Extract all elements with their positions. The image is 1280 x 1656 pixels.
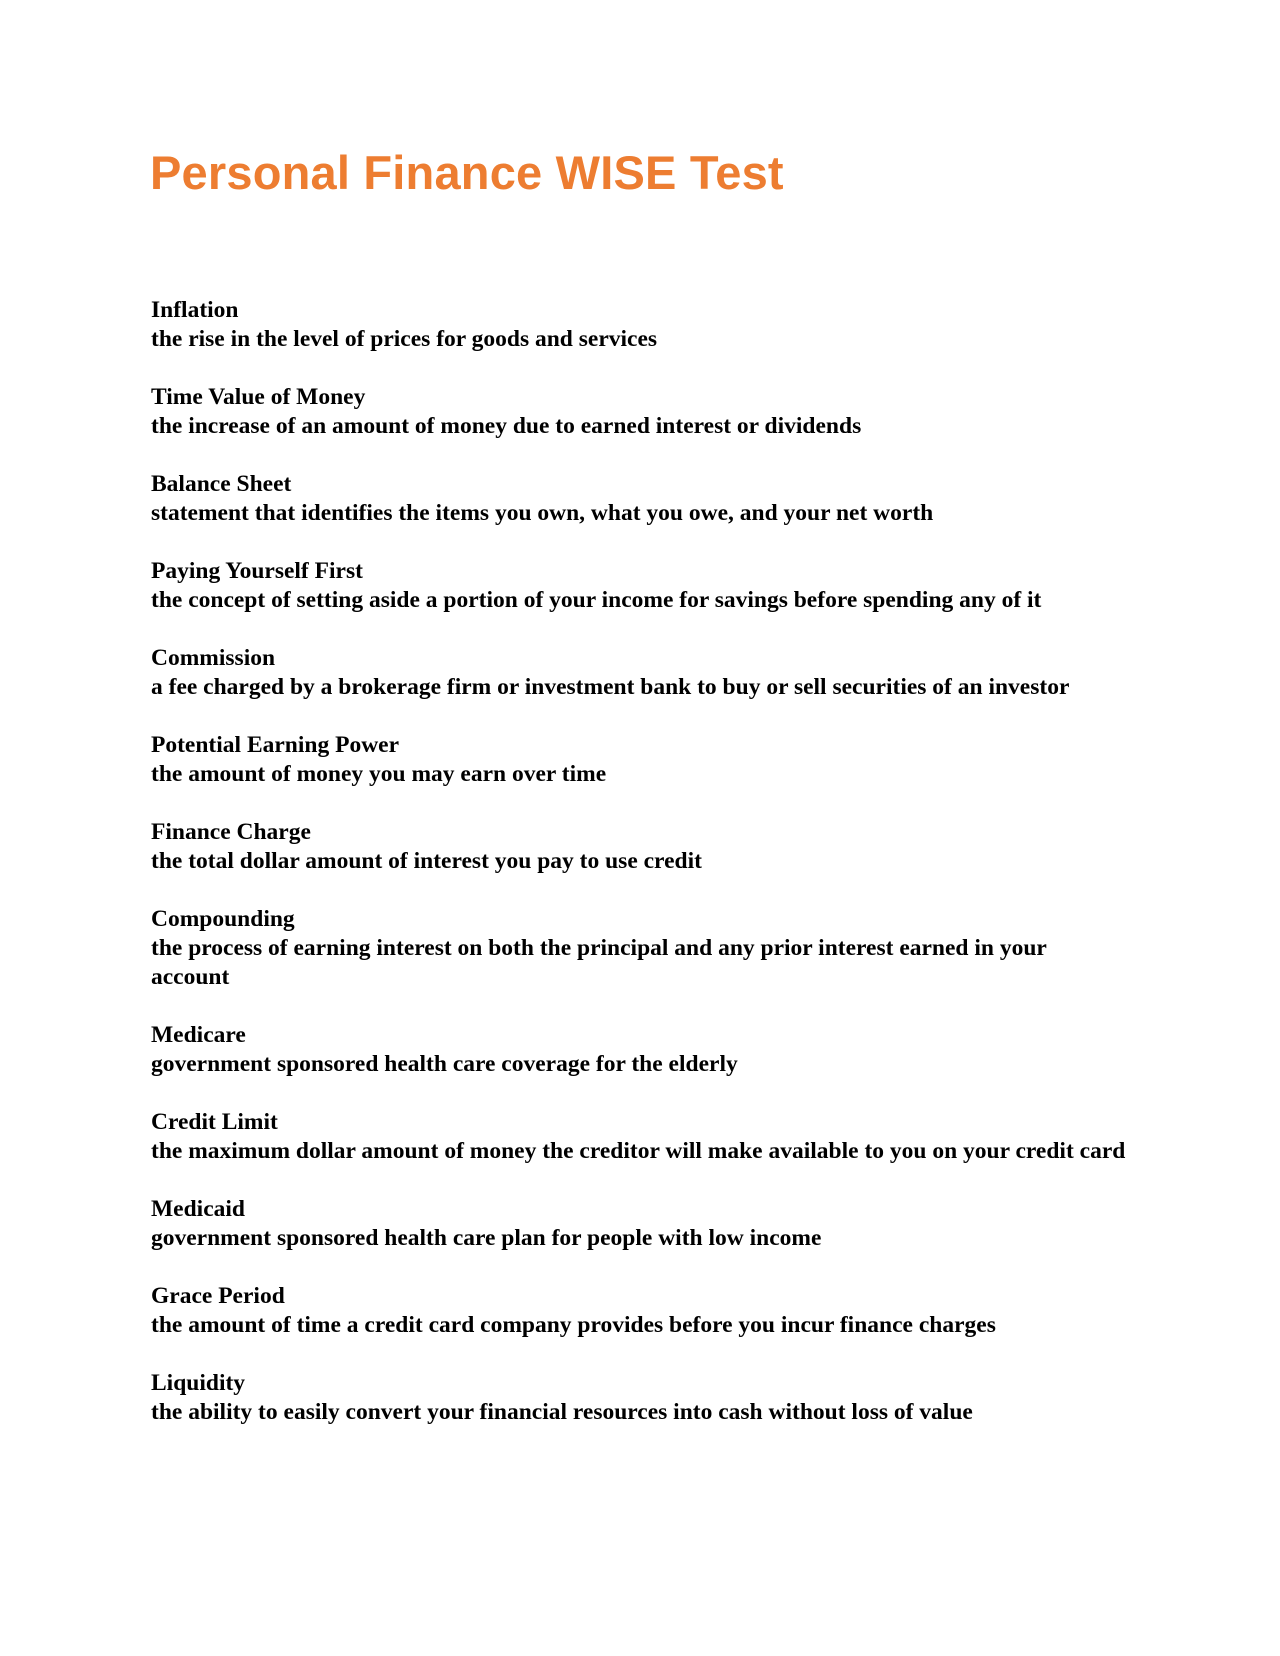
term-entry (151, 644, 1126, 702)
term-definition: the process of earning interest on both the principal and any prior interest earned in your account (151, 935, 1047, 990)
term-name: Compounding (151, 906, 295, 932)
term-name: Medicare (151, 1022, 246, 1048)
term-entry (151, 470, 1126, 528)
term-entry (151, 557, 1126, 615)
term-entry (151, 1369, 1126, 1427)
term-definition: government sponsored health care plan for people with low income (151, 1225, 822, 1251)
page-title: Personal Finance WISE Test (150, 146, 784, 199)
term-entry (151, 1195, 1126, 1253)
term-definition: statement that identifies the items you own, what you owe, and your net worth (151, 500, 934, 526)
term-name: Potential Earning Power (151, 732, 400, 758)
term-entry (151, 731, 1126, 789)
term-definition: the rise in the level of prices for goods and services (151, 326, 658, 352)
term-name: Medicaid (151, 1196, 245, 1222)
term-name: Balance Sheet (151, 471, 292, 497)
term-definition: the amount of money you may earn over time (151, 761, 607, 787)
term-name: Commission (151, 645, 276, 671)
term-name: Credit Limit (151, 1109, 278, 1135)
term-list (151, 296, 1126, 1427)
term-definition: the concept of setting aside a portion of your income for savings before spending any of it (151, 587, 1042, 613)
term-name: Time Value of Money (151, 384, 366, 410)
term-definition: the amount of time a credit card company provides before you incur finance charges (151, 1312, 996, 1338)
term-definition: the maximum dollar amount of money the creditor will make available to you on your credit card (151, 1138, 1126, 1164)
term-entry (151, 1108, 1126, 1166)
term-entry (151, 818, 1126, 876)
term-definition: the total dollar amount of interest you pay to use credit (151, 848, 702, 874)
term-definition: the ability to easily convert your financial resources into cash without loss of value (151, 1399, 973, 1425)
term-name: Paying Yourself First (151, 558, 363, 584)
term-entry (151, 905, 1126, 992)
term-entry (151, 383, 1126, 441)
term-name: Grace Period (151, 1283, 285, 1309)
term-definition: the increase of an amount of money due to earned interest or dividends (151, 413, 862, 439)
term-definition: a fee charged by a brokerage firm or investment bank to buy or sell securities of an investor (151, 674, 1070, 700)
term-entry (151, 1282, 1126, 1340)
term-name: Finance Charge (151, 819, 311, 845)
term-entry (151, 296, 1126, 354)
term-definition: government sponsored health care coverage for the elderly (151, 1051, 738, 1077)
term-entry (151, 1021, 1126, 1079)
term-name: Liquidity (151, 1370, 246, 1396)
term-name: Inflation (151, 297, 239, 323)
